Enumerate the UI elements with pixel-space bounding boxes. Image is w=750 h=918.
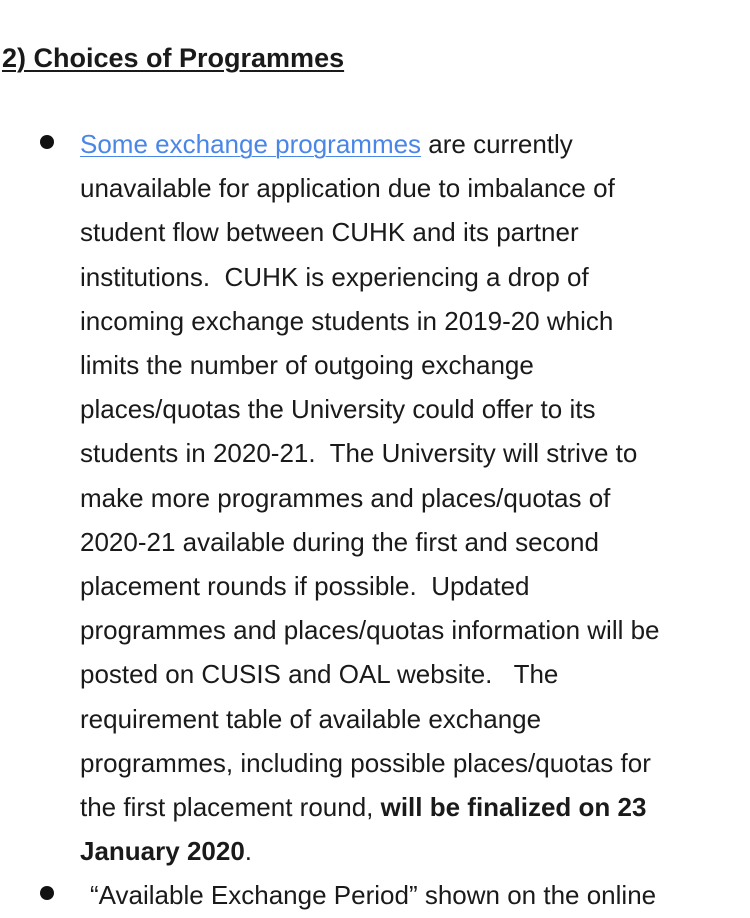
text-line: students in 2020-21. The University will strive to (80, 438, 638, 469)
text-line (80, 829, 736, 873)
finalized-date-emphasis: will be finalized on 23 (380, 792, 647, 823)
text-line: unavailable for application due to imbalance of (80, 173, 615, 204)
text-line: programmes, including possible places/quotas for (80, 747, 651, 778)
text-line: student flow between CUHK and its partner (80, 217, 579, 248)
section-heading: 2) Choices of Programmes (2, 43, 345, 73)
bullet-dot-icon (40, 886, 54, 900)
text-line: 2020-21 available during the first and second (80, 526, 599, 557)
text-line: “Available Exchange Period” shown on the online (90, 880, 657, 911)
text-line: incoming exchange students in 2019-20 which (80, 305, 614, 336)
list-item (0, 122, 750, 873)
text-line (80, 122, 736, 166)
text-segment: are currently (421, 129, 573, 159)
text-line (80, 785, 736, 829)
text-segment: the first placement round, (80, 792, 381, 823)
text-line: requirement table of available exchange (80, 703, 542, 734)
text-line: placement rounds if possible. Updated (80, 571, 530, 602)
text-line: places/quotas the University could offer to its (80, 394, 596, 425)
text-segment: . (244, 836, 253, 867)
text-line: make more programmes and places/quotas of (80, 482, 611, 513)
text-line: programmes and places/quotas information will be (80, 615, 660, 646)
text-line: posted on CUSIS and OAL website. The (80, 659, 559, 690)
list-item (0, 873, 750, 917)
bullet-dot-icon (40, 135, 54, 149)
exchange-programmes-link[interactable]: Some exchange programmes (80, 129, 422, 159)
text-line: limits the number of outgoing exchange (80, 350, 534, 381)
text-line: institutions. CUHK is experiencing a drop of (80, 261, 589, 292)
bullet-list (0, 122, 750, 918)
finalized-date-emphasis-cont: January 2020 (80, 836, 245, 867)
